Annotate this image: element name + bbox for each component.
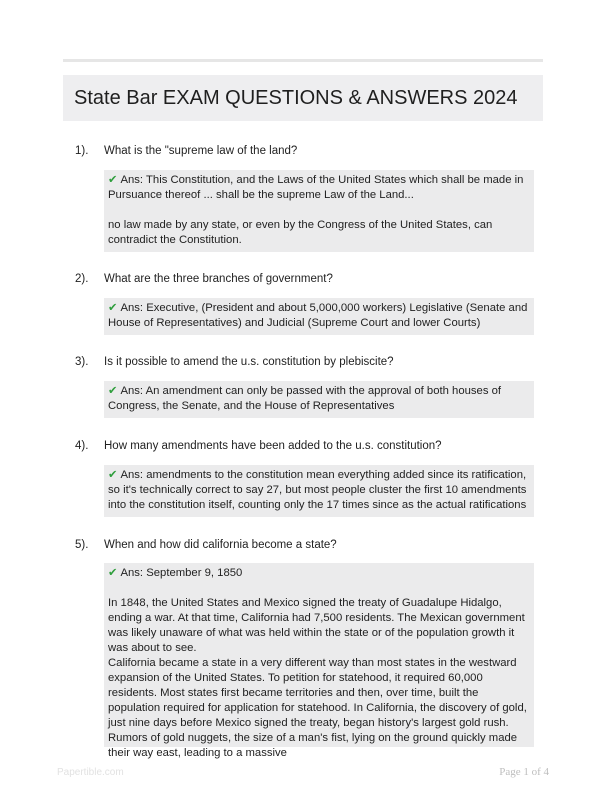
- answer-box: [104, 381, 534, 418]
- answer-text: Ans: This Constitution, and the Laws of the United States which shall be made in Pursuance thereof ... shall be the supreme Law of the Land...: [108, 174, 524, 201]
- check-icon: ✔: [108, 302, 118, 314]
- answer-text: Ans: An amendment can only be passed with the approval of both houses of Congress, the Senate, and the House of Representatives: [108, 385, 502, 412]
- top-divider: [63, 59, 543, 62]
- question-number: 3).: [75, 356, 89, 368]
- answer-text: Ans: September 9, 1850: [120, 567, 243, 579]
- check-icon: ✔: [108, 469, 118, 481]
- question-text: What are the three branches of government?: [104, 273, 333, 285]
- title-banner: [63, 75, 543, 121]
- answer-text: Ans: Executive, (President and about 5,000,000 workers) Legislative (Senate and House of Representatives) and Judicial (Supreme Court and lower Courts): [108, 302, 528, 329]
- answer-text: Ans: amendments to the constitution mean everything added since its ratification, so it's technically correct to say 27, but most people cluster the first 10 amendments into the constitution itself, counting only the 17 times since as the actual ratifications: [108, 469, 527, 511]
- question-number: 1).: [75, 145, 89, 157]
- answer-text: no law made by any state, or even by the Congress of the United States, can contradict the Constitution.: [108, 219, 493, 246]
- answer-text: In 1848, the United States and Mexico signed the treaty of Guadalupe Hidalgo, ending a war. At that time, California had 7,500 residents. The Mexican government was likely unaware of what was held within the state or of the population growth it was about to see.: [108, 597, 525, 654]
- check-icon: ✔: [108, 567, 118, 579]
- answer-box: [104, 465, 534, 517]
- question-text: Is it possible to amend the u.s. constitution by plebiscite?: [104, 356, 394, 368]
- page-number: Page 1 of 4: [499, 766, 549, 778]
- question-number: 4).: [75, 440, 89, 452]
- check-icon: ✔: [108, 174, 118, 186]
- answer-box: [104, 563, 534, 759]
- document-title: State Bar EXAM QUESTIONS & ANSWERS 2024: [74, 86, 518, 109]
- answer-text: California became a state in a very different way than most states in the westward expansion of the United States. To petition for statehood, it required 60,000 residents. Most states first became territories and then, over time, built the population required for application for statehood. In California, the discovery of gold, just nine days before Mexico signed the treaty, began history's largest gold rush. Rumors of gold nuggets, the size of a man's fist, lying on the ground quickly made their way east, leading to a massive: [108, 657, 527, 759]
- answer-box: [104, 170, 534, 252]
- question-text: How many amendments have been added to the u.s. constitution?: [104, 440, 442, 452]
- answer-box: [104, 298, 534, 335]
- question-text: What is the "supreme law of the land?: [104, 145, 298, 157]
- check-icon: ✔: [108, 385, 118, 397]
- watermark-text: Papertible.com: [57, 767, 124, 778]
- question-number: 5).: [75, 539, 89, 551]
- question-number: 2).: [75, 273, 89, 285]
- question-text: When and how did california become a state?: [104, 539, 337, 551]
